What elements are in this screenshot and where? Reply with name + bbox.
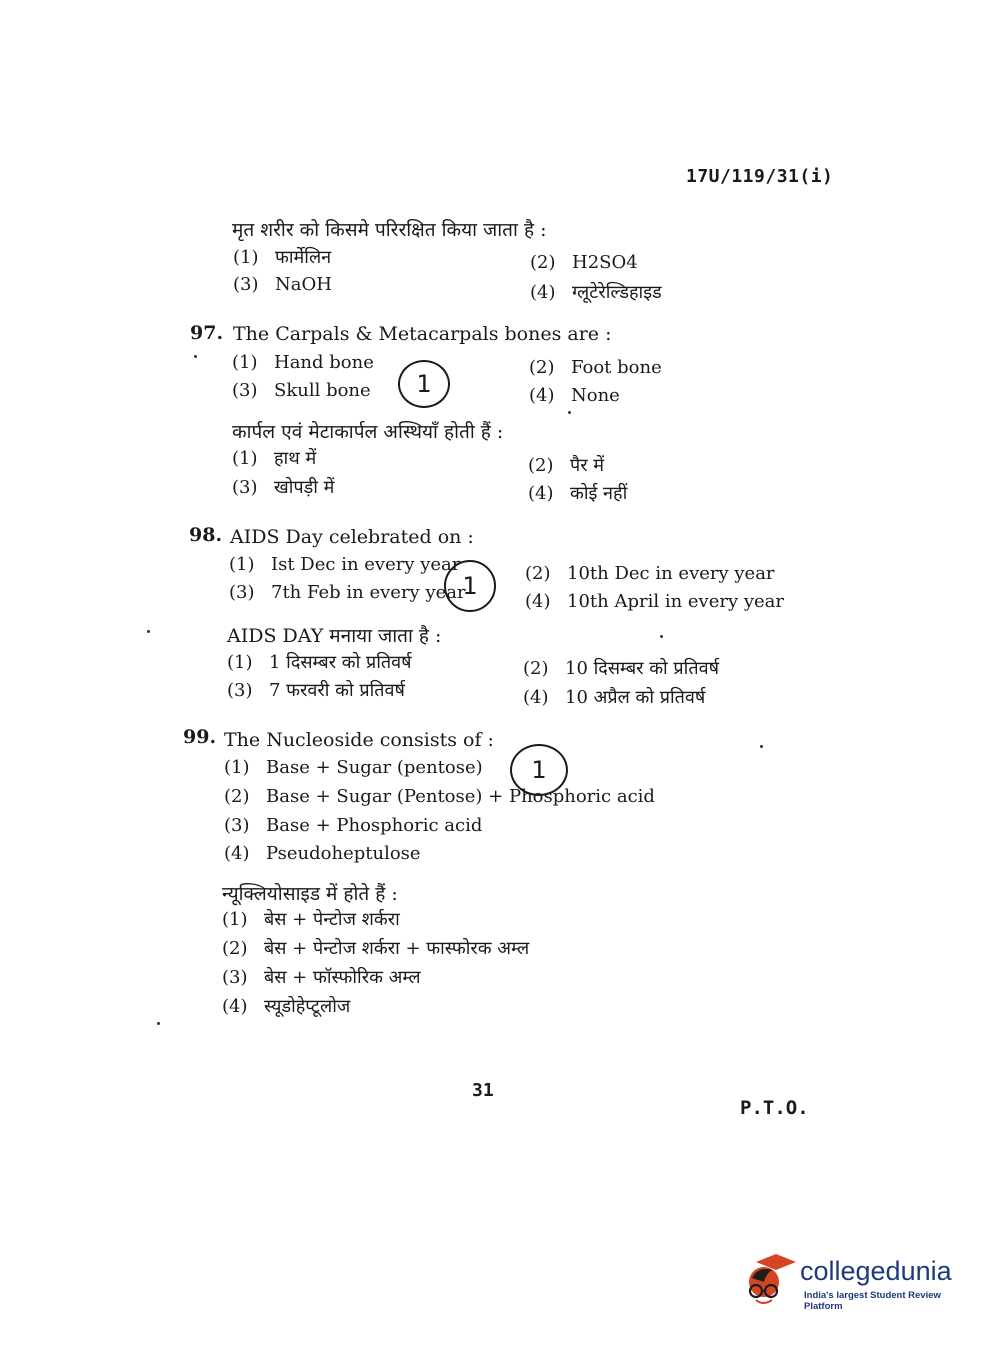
q96-option-2-text: H2SO4 (572, 252, 638, 273)
brand-name: collegedunia (800, 1256, 952, 1286)
q99-hindi-option-2 (222, 936, 529, 960)
q99-hindi-option-4-num: (4) (222, 996, 248, 1017)
q97-hindi-option-2 (528, 453, 604, 477)
q96-option-4-text: ग्लूटेरेल्डिहाइड (572, 282, 662, 303)
q98-hindi-question: AIDS DAY मनाया जाता है : (227, 625, 442, 647)
q98-option-4 (525, 591, 784, 612)
scan-speck (660, 635, 663, 638)
paper-code: 17U/119/31(i) (686, 166, 834, 187)
q97-option-4-text: None (571, 385, 620, 406)
q98-number: 98. (189, 524, 223, 546)
q99-hindi-option-4-text: स्यूडोहेप्टूलोज (264, 996, 351, 1017)
pto-label: P.T.O. (740, 1097, 809, 1119)
q97-hindi-option-1 (232, 446, 316, 470)
q97-hindi-option-3 (232, 475, 334, 499)
q97-hindi-option-3-text: खोपड़ी में (274, 477, 335, 498)
q98-option-4-num: (4) (525, 591, 551, 612)
q99-hindi-option-2-num: (2) (222, 938, 248, 959)
q96-option-2-num: (2) (530, 252, 556, 273)
q97-hindi-option-2-text: पैर में (570, 455, 605, 476)
brand-tagline: India's largest Student Review Platform (804, 1290, 941, 1312)
q99-option-2-num: (2) (224, 786, 250, 807)
q98-hindi-option-1-text: 1 दिसम्बर को प्रतिवर्ष (269, 652, 412, 673)
scan-speck (194, 355, 197, 358)
q97-option-2 (529, 357, 662, 378)
q98-hindi-option-1-num: (1) (227, 652, 253, 673)
q98-hindi-option-2-num: (2) (523, 658, 549, 679)
q97-option-1-num: (1) (232, 352, 258, 373)
q98-hindi-option-3-text: 7 फरवरी को प्रतिवर्ष (269, 680, 405, 701)
q96-option-1-num: (1) (233, 247, 259, 268)
q98-hindi-option-3-num: (3) (227, 680, 253, 701)
q99-hindi-option-3-text: बेस + फॉस्फोरिक अम्ल (264, 967, 421, 988)
q99-marked-answer: 1 (510, 744, 568, 796)
q97-number: 97. (190, 322, 224, 344)
q99-option-2 (224, 786, 655, 807)
q99-hindi-option-3 (222, 965, 421, 989)
q97-hindi-option-1-num: (1) (232, 448, 258, 469)
q98-option-3-num: (3) (229, 582, 255, 603)
q98-option-1-text: Ist Dec in every year (271, 554, 461, 575)
scan-speck (760, 745, 763, 748)
q99-option-4-num: (4) (224, 843, 250, 864)
q98-hindi-option-3 (227, 678, 405, 702)
q98-option-2 (525, 563, 775, 584)
q96-option-4-num: (4) (530, 282, 556, 303)
collegedunia-logo-icon (742, 1252, 800, 1310)
q99-number: 99. (183, 726, 217, 748)
q96-option-3-num: (3) (233, 274, 259, 295)
q99-option-1 (224, 757, 483, 778)
q97-option-1 (232, 352, 374, 373)
q96-option-1-text: फार्मेलिन (275, 247, 332, 268)
q98-option-1 (229, 554, 460, 575)
q98-marked-answer: 1 (444, 560, 496, 612)
q97-option-1-text: Hand bone (274, 352, 374, 373)
q97-option-2-num: (2) (529, 357, 555, 378)
q99-hindi-option-4 (222, 994, 350, 1018)
q97-hindi-option-4 (528, 481, 627, 505)
q99-option-1-text: Base + Sugar (pentose) (266, 757, 483, 778)
q99-option-1-num: (1) (224, 757, 250, 778)
q98-hindi-option-4-text: 10 अप्रैल को प्रतिवर्ष (565, 687, 706, 708)
q98-option-1-num: (1) (229, 554, 255, 575)
q97-option-3-num: (3) (232, 380, 258, 401)
q97-option-3 (232, 380, 371, 401)
q98-question: AIDS Day celebrated on : (230, 526, 474, 548)
q97-option-4-num: (4) (529, 385, 555, 406)
q99-hindi-option-1-num: (1) (222, 909, 248, 930)
q99-hindi-question: न्यूक्लियोसाइड में होते हैं : (222, 883, 398, 905)
q96-option-4 (530, 280, 662, 304)
q96-option-3 (233, 274, 332, 295)
q97-option-2-text: Foot bone (571, 357, 662, 378)
scan-speck (157, 1022, 160, 1025)
q99-hindi-option-3-num: (3) (222, 967, 248, 988)
q97-option-3-text: Skull bone (274, 380, 371, 401)
q97-hindi-option-4-num: (4) (528, 483, 554, 504)
q98-option-4-text: 10th April in every year (567, 591, 785, 612)
q97-hindi-option-1-text: हाथ में (274, 448, 317, 469)
q98-option-3 (229, 582, 466, 603)
q96-option-1 (233, 245, 331, 269)
q97-question: The Carpals & Metacarpals bones are : (233, 323, 612, 345)
collegedunia-watermark (742, 1252, 972, 1312)
q98-hindi-option-4-num: (4) (523, 687, 549, 708)
q98-hindi-option-2 (523, 656, 719, 680)
q98-option-2-text: 10th Dec in every year (567, 563, 775, 584)
page-number: 31 (472, 1080, 494, 1101)
q97-hindi-option-4-text: कोई नहीं (570, 483, 628, 504)
q98-hindi-option-4 (523, 685, 705, 709)
q99-option-2-text: Base + Sugar (Pentose) + Phosphoric acid (266, 786, 655, 807)
q97-marked-answer: 1 (398, 360, 450, 408)
q98-option-3-text: 7th Feb in every year (271, 582, 466, 603)
q99-hindi-option-2-text: बेस + पेन्टोज शर्करा + फास्फोरक अम्ल (264, 938, 530, 959)
q96-hindi-question: मृत शरीर को किसमे परिरक्षित किया जाता है : (232, 219, 547, 241)
q98-hindi-option-2-text: 10 दिसम्बर को प्रतिवर्ष (565, 658, 720, 679)
q99-option-3-text: Base + Phosphoric acid (266, 815, 483, 836)
scan-speck (147, 630, 150, 633)
q99-hindi-option-1-text: बेस + पेन्टोज शर्करा (264, 909, 400, 930)
q99-option-3-num: (3) (224, 815, 250, 836)
q99-option-4-text: Pseudoheptulose (266, 843, 421, 864)
q96-option-3-text: NaOH (275, 274, 332, 295)
q99-option-4 (224, 843, 421, 864)
q99-question: The Nucleoside consists of : (224, 729, 494, 751)
q97-hindi-question: कार्पल एवं मेटाकार्पल अस्थियाँ होती हैं : (232, 421, 504, 443)
q99-hindi-option-1 (222, 907, 400, 931)
scan-speck (568, 411, 571, 414)
q97-option-4 (529, 385, 620, 406)
q97-hindi-option-2-num: (2) (528, 455, 554, 476)
q96-option-2 (530, 252, 638, 273)
q99-option-3 (224, 815, 482, 836)
q98-option-2-num: (2) (525, 563, 551, 584)
q98-hindi-option-1 (227, 650, 412, 674)
q97-hindi-option-3-num: (3) (232, 477, 258, 498)
